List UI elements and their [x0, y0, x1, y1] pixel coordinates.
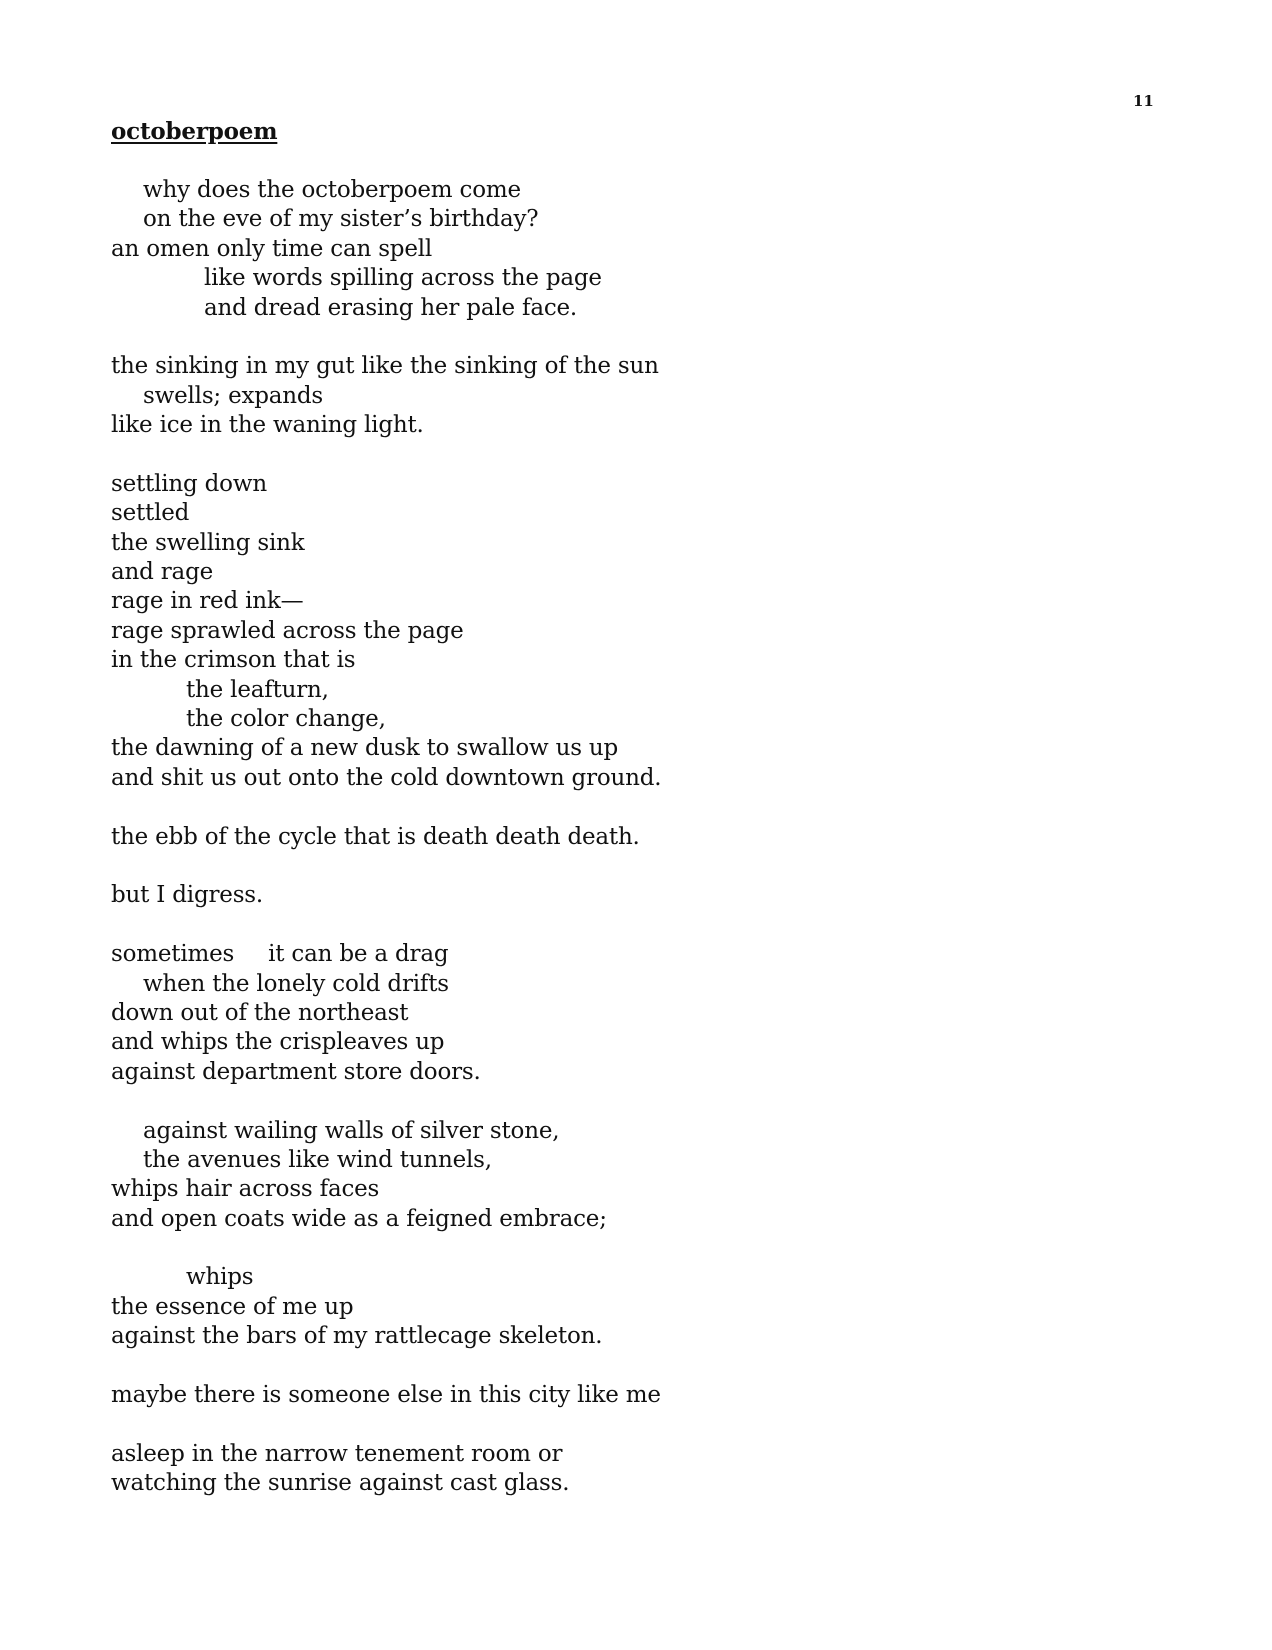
poem-line: and shit us out onto the cold downtown ground. [111, 764, 662, 791]
poem-line: whips hair across faces [111, 1176, 380, 1203]
poem-line: like ice in the waning light. [111, 412, 424, 439]
poem-line: on the eve of my sister’s birthday? [143, 206, 539, 233]
stanza-break [111, 793, 1011, 822]
stanza-break [111, 1352, 1011, 1381]
poem-line: whips [186, 1264, 254, 1291]
poem-line: but I digress. [111, 882, 264, 909]
poem-line-part: sometimes [111, 941, 235, 968]
poem-line: settled [111, 500, 190, 527]
poem-line: the avenues like wind tunnels, [143, 1146, 492, 1173]
poem-line: like words spilling across the page [204, 265, 602, 292]
poem-line: maybe there is someone else in this city like me [111, 1382, 661, 1409]
poem-line: rage sprawled across the page [111, 617, 464, 644]
poem-line: why does the octoberpoem come [143, 177, 521, 203]
poem-line: settling down [111, 470, 267, 497]
poem-line: rage in red ink— [111, 588, 304, 615]
poem-line: against wailing walls of silver stone, [143, 1117, 560, 1144]
poem-line: the dawning of a new dusk to swallow us up [111, 735, 619, 762]
stanza-break [111, 1234, 1011, 1263]
page-number: 11 [1133, 92, 1154, 110]
poem-line: and open coats wide as a feigned embrace; [111, 1205, 607, 1232]
stanza-break [111, 441, 1011, 470]
stanza-break [111, 852, 1011, 881]
poem-line: against department store doors. [111, 1058, 481, 1085]
stanza-break [111, 323, 1011, 352]
poem-line: the color change, [186, 706, 386, 733]
poem-line: the sinking in my gut like the sinking of the sun [111, 353, 659, 380]
poem-line-part: it can be a drag [268, 941, 449, 968]
poem-line: the essence of me up [111, 1293, 354, 1320]
poem-body [111, 176, 1011, 1499]
poem-line: down out of the northeast [111, 999, 409, 1026]
poem-line: the leafturn, [186, 676, 329, 703]
poem-line: swells; expands [143, 382, 324, 409]
poem-title: octoberpoem [111, 118, 278, 145]
poem-line: when the lonely cold drifts [143, 970, 449, 997]
poem-line: asleep in the narrow tenement room or [111, 1440, 563, 1467]
poem-line: and dread erasing her pale face. [204, 294, 578, 321]
poem-line: the ebb of the cycle that is death death death. [111, 823, 640, 850]
poem-line: against the bars of my rattlecage skeleton. [111, 1323, 603, 1350]
stanza-break [111, 911, 1011, 940]
poem-line: and rage [111, 559, 214, 586]
stanza-break [111, 1087, 1011, 1116]
poem-line: an omen only time can spell [111, 235, 433, 262]
poem-line: the swelling sink [111, 529, 305, 556]
poem-line: and whips the crispleaves up [111, 1029, 445, 1056]
stanza-break [111, 1410, 1011, 1439]
poem-line: watching the sunrise against cast glass. [111, 1470, 570, 1497]
poem-line [111, 940, 1011, 969]
poem-line: in the crimson that is [111, 647, 356, 674]
